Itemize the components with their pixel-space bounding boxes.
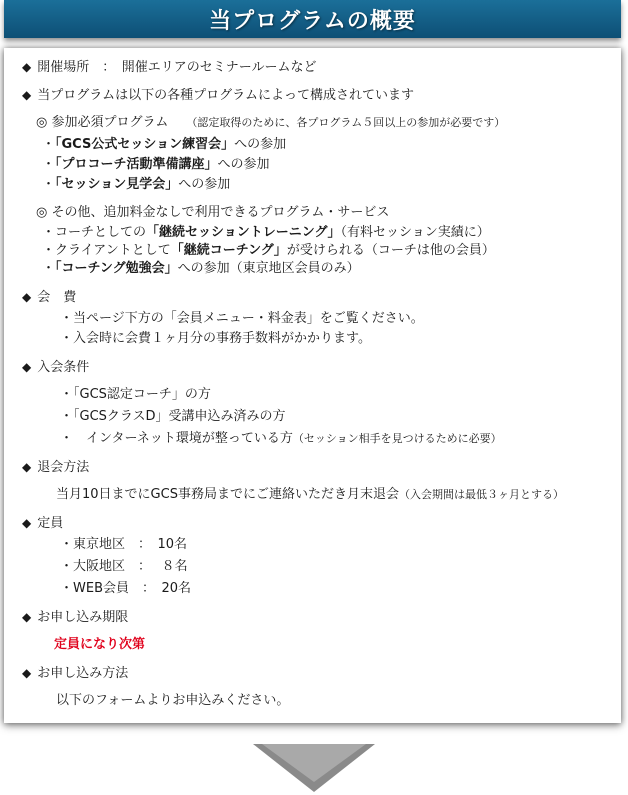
optional-heading-text: ◎ その他、追加料金なしで利用できるプログラム・サービス — [36, 205, 390, 220]
withdrawal-note: （入会期間は最低３ヶ月とする） — [398, 488, 564, 501]
conditions-label: 入会条件 — [37, 360, 90, 375]
required-item-name: 「セッション見学会」 — [55, 177, 179, 192]
diamond-bullet-icon: ◆ — [22, 290, 32, 304]
required-item: ・「プロコーチ活動準備講座」への参加 — [42, 157, 270, 172]
optional-heading — [36, 204, 389, 222]
diamond-bullet-icon: ◆ — [22, 610, 32, 624]
optional-item-name: 「継続セッショントレーニング」 — [146, 225, 341, 240]
fee-label: 会 費 — [37, 290, 77, 305]
optional-item: ・クライアントとして「継続コーチング」が受けられる（コーチは他の会員） — [42, 243, 495, 258]
required-item-name: 「GCS公式セッション練習会」 — [55, 137, 235, 152]
method-row — [22, 664, 128, 683]
composition-row — [22, 86, 414, 105]
diamond-bullet-icon: ◆ — [22, 460, 32, 474]
required-item: ・「GCS公式セッション練習会」への参加 — [42, 137, 287, 152]
optional-item-text: （有料セッション実績に） — [340, 225, 490, 240]
withdrawal-text: 当月10日までにGCS事務局までにご連絡いただき月末退会 — [56, 487, 399, 502]
composition-text: 当プログラムは以下の各種プログラムによって構成されています — [37, 88, 414, 103]
conditions-item: ・「GCS認定コーチ」の方 — [60, 387, 211, 402]
diamond-bullet-icon: ◆ — [22, 516, 32, 530]
withdrawal-label: 退会方法 — [37, 460, 90, 475]
capacity-item: ・WEB会員 ： 20名 — [60, 581, 192, 596]
venue-text: 開催場所 ： 開催エリアのセミナールームなど — [37, 60, 317, 75]
optional-item-name: 「コーチング勉強会」 — [55, 261, 178, 276]
capacity-label: 定員 — [37, 516, 64, 531]
optional-item-pre: コーチとしての — [55, 225, 147, 240]
diamond-bullet-icon: ◆ — [22, 360, 32, 374]
optional-item-text: が受けられる（コーチは他の会員） — [286, 243, 495, 258]
deadline-text: 定員になり次第 — [54, 637, 146, 652]
optional-item-name: 「継続コーチング」 — [170, 243, 287, 258]
conditions-note: （セッション相手を見つけるために必要） — [292, 432, 502, 445]
page-header — [4, 0, 621, 38]
conditions-item — [60, 430, 502, 448]
page-title: 当プログラムの概要 — [209, 8, 416, 34]
diamond-bullet-icon: ◆ — [22, 60, 32, 74]
fee-row — [22, 288, 76, 307]
capacity-row — [22, 514, 63, 533]
required-heading-text: ◎ 参加必須プログラム — [36, 115, 169, 130]
optional-item: ・コーチとしての「継続セッショントレーニング」（有料セッション実績に） — [42, 225, 490, 240]
conditions-row — [22, 358, 89, 377]
fee-item: ・入会時に会費１ヶ月分の事務手数料がかかります。 — [60, 331, 371, 346]
conditions-item-text: ・ インターネット環境が整っている方 — [60, 431, 293, 446]
overview-card — [4, 48, 621, 723]
method-text: 以下のフォームよりお申込みください。 — [56, 693, 290, 708]
required-heading — [36, 114, 505, 132]
withdrawal-row — [22, 458, 89, 477]
optional-item-text: への参加（東京地区会員のみ） — [177, 261, 360, 276]
required-item: ・「セッション見学会」への参加 — [42, 177, 231, 192]
required-item-text: への参加 — [217, 157, 270, 172]
deadline-row — [22, 608, 128, 627]
capacity-item: ・東京地区 ： 10名 — [60, 537, 188, 552]
diamond-bullet-icon: ◆ — [22, 666, 32, 680]
optional-item-pre: クライアントとして — [55, 243, 171, 258]
conditions-item: ・「GCSクラスD」受講申込み済みの方 — [60, 409, 286, 424]
required-note: （認定取得のために、各プログラム５回以上の参加が必要です） — [186, 116, 506, 129]
capacity-item: ・大阪地区 ： ８名 — [60, 559, 188, 574]
diamond-bullet-icon: ◆ — [22, 88, 32, 102]
withdrawal-text-row — [56, 486, 564, 504]
required-item-text: への参加 — [178, 177, 231, 192]
down-arrow-highlight — [262, 744, 366, 782]
required-item-name: 「プロコーチ活動準備講座」 — [55, 157, 218, 172]
method-label: お申し込み方法 — [37, 666, 129, 681]
venue-row — [22, 58, 316, 77]
fee-item: ・当ページ下方の「会員メニュー・料金表」をご覧ください。 — [60, 311, 424, 326]
required-item-text: への参加 — [234, 137, 287, 152]
optional-item: ・「コーチング勉強会」への参加（東京地区会員のみ） — [42, 261, 360, 276]
deadline-label: お申し込み期限 — [37, 610, 129, 625]
